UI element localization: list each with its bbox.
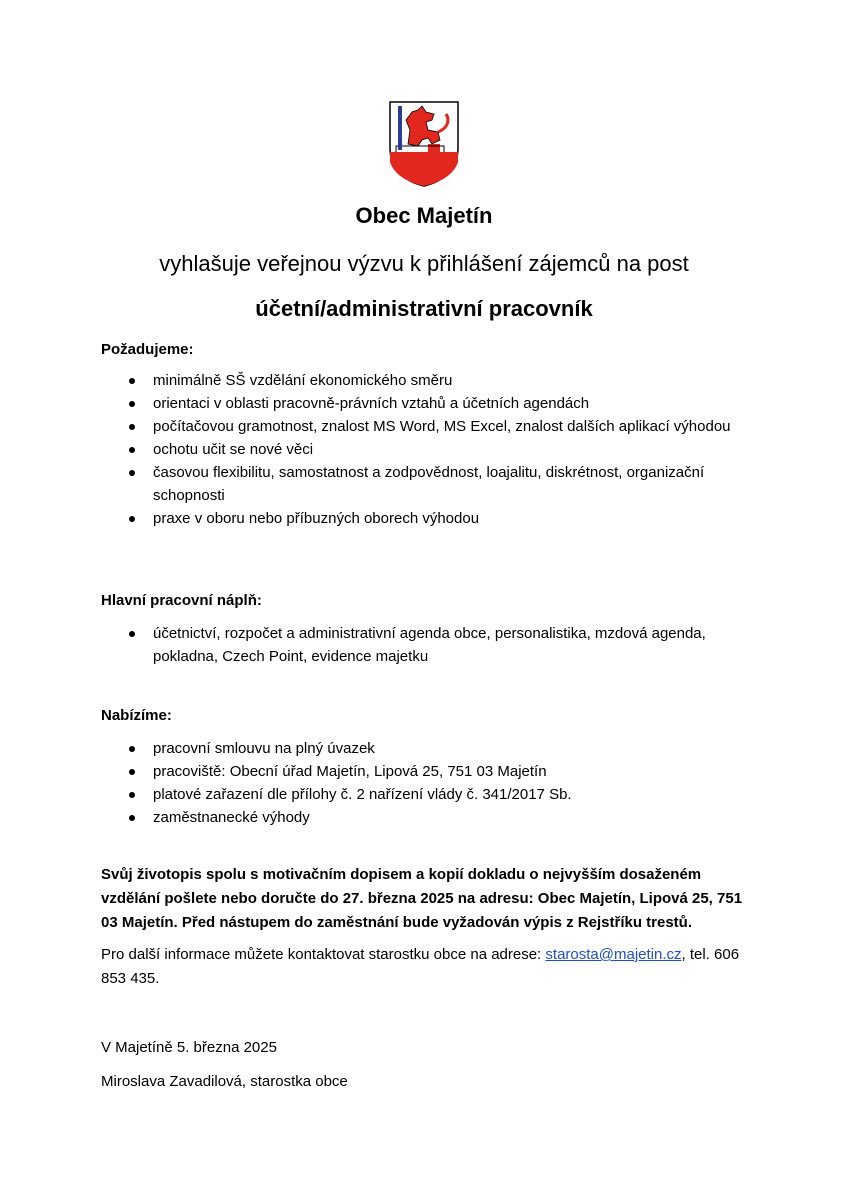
- list-item: minimálně SŠ vzdělání ekonomického směru: [101, 369, 751, 392]
- list-item: počítačovou gramotnost, znalost MS Word, MS Excel, znalost dalších aplikací výhodou: [101, 415, 751, 438]
- announcement-line: vyhlašuje veřejnou výzvu k přihlášení zájemců na post: [159, 251, 689, 276]
- email-link[interactable]: starosta@majetin.cz: [545, 946, 682, 963]
- list-item: pracoviště: Obecní úřad Majetín, Lipová 25, 751 03 Majetín: [101, 760, 751, 783]
- signature: Miroslava Zavadilová, starostka obce: [101, 1073, 348, 1090]
- position-title: účetní/administrativní pracovník: [255, 296, 593, 321]
- duties-list: [101, 622, 751, 668]
- contact-phone-text: , tel. 606 853 435.: [101, 946, 740, 987]
- list-item: účetnictví, rozpočet a administrativní agenda obce, personalistika, mzdová agenda, pokladna, Czech Point, evidence majetku: [101, 622, 751, 668]
- contact-paragraph: [101, 943, 751, 991]
- municipality-title: Obec Majetín: [355, 203, 493, 228]
- requirements-list: [101, 369, 751, 530]
- requirements-heading: Požadujeme:: [101, 341, 194, 358]
- application-instructions: Svůj životopis spolu s motivačním dopisem a kopií dokladu o nejvyšším dosaženém vzdělání pošlete nebo doručte do 27. března 2025 na adresu: Obec Majetín, Lipová 25, 751 03 Majetín. Před nástupem do zaměstnání bude vyžadován výpis z Rejstříku trestů.: [101, 866, 743, 931]
- list-item: platové zařazení dle přílohy č. 2 nařízení vlády č. 341/2017 Sb.: [101, 783, 751, 806]
- list-item: zaměstnanecké výhody: [101, 806, 751, 829]
- offer-list: [101, 737, 751, 829]
- place-date: V Majetíně 5. března 2025: [101, 1039, 277, 1056]
- list-item: pracovní smlouvu na plný úvazek: [101, 737, 751, 760]
- list-item: orientaci v oblasti pracovně-právních vztahů a účetních agendách: [101, 392, 751, 415]
- contact-text: Pro další informace můžete kontaktovat starostku obce na adrese:: [101, 946, 546, 963]
- duties-heading: Hlavní pracovní náplň:: [101, 592, 262, 609]
- coat-of-arms-icon: [388, 100, 460, 188]
- list-item: časovou flexibilitu, samostatnost a zodpovědnost, loajalitu, diskrétnost, organizační schopnosti: [101, 461, 751, 507]
- list-item: praxe v oboru nebo příbuzných oborech výhodou: [101, 507, 751, 530]
- list-item: ochotu učit se nové věci: [101, 438, 751, 461]
- offer-heading: Nabízíme:: [101, 707, 172, 724]
